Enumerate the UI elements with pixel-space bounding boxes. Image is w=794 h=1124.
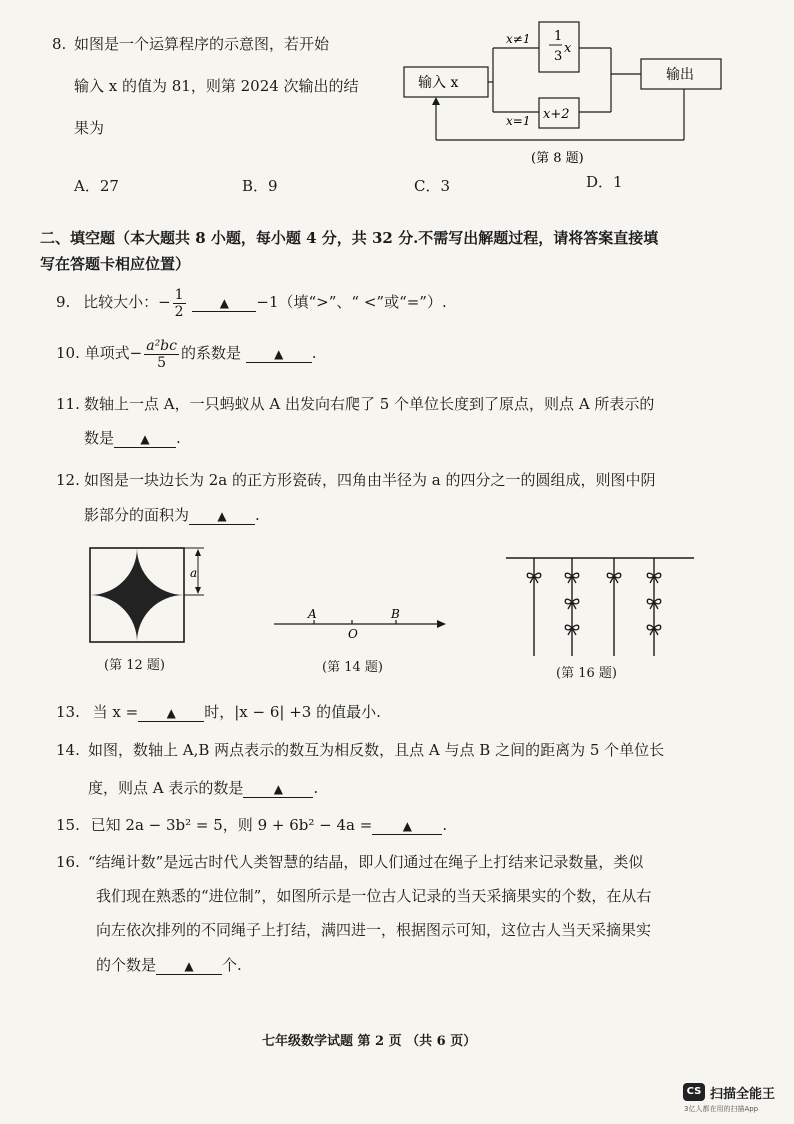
- flowchart-op-bottom: x+2: [543, 107, 570, 122]
- q8-number: 8.: [52, 35, 67, 53]
- flowchart-cond-bottom: x=1: [506, 114, 531, 128]
- page-footer: 七年级数学试题 第 2 页 （共 6 页）: [262, 1034, 477, 1049]
- q9-prefix: 比较大小：−: [83, 293, 171, 311]
- q14-answer-blank[interactable]: ▲: [243, 780, 313, 798]
- q8-text-line2: 输入 x 的值为 81，则第 2024 次输出的结: [74, 77, 359, 95]
- q9-answer-blank[interactable]: ▲: [192, 294, 256, 312]
- scanner-app-name: 扫描全能王: [710, 1087, 776, 1102]
- q11-number: 11.: [56, 395, 80, 413]
- q13-answer-blank[interactable]: ▲: [138, 704, 204, 722]
- q9-fraction: $\frac{1}{2}$: [174, 286, 184, 320]
- q12-text-line1: 如图是一块边长为 2a 的正方形瓷砖，四角由半径为 a 的四分之一的圆组成，则图中阴: [84, 471, 656, 489]
- q16-caption: (第 16 题): [556, 666, 617, 681]
- q10-suffix: .: [311, 344, 317, 362]
- flowchart-frac-var: x: [564, 41, 572, 56]
- flowchart-caption: (第 8 题): [531, 151, 584, 166]
- scanner-logo-icon: CS: [683, 1083, 705, 1101]
- q16-text-line3: 向左依次排列的不同绳子上打结，满四进一，根据图示可知，这位古人当天采摘果实: [96, 921, 652, 939]
- q8-option-a: A．27: [74, 177, 119, 195]
- origin-label: O: [348, 627, 358, 641]
- q8-option-b: B．9: [242, 177, 278, 195]
- scanner-tagline: 3亿人都在用的扫描App: [684, 1105, 759, 1113]
- q16-text-line1: “结绳计数”是远古时代人类智慧的结晶，即人们通过在绳子上打结来记录数量，类似: [88, 853, 644, 871]
- section2-title-line1: 二、填空题（本大题共 8 小题，每小题 4 分，共 32 分.不需写出解题过程，请将答案直接填: [40, 229, 659, 247]
- q12-caption: (第 12 题): [104, 658, 165, 673]
- q8-option-d: D．1: [586, 173, 623, 191]
- q9-number: 9.: [56, 293, 71, 311]
- q14-caption: (第 14 题): [322, 660, 383, 675]
- q10-answer-blank[interactable]: ▲: [246, 345, 312, 363]
- q16-knot-ropes: [504, 552, 698, 660]
- arrow-right-icon: [437, 620, 446, 628]
- q8-option-c: C．3: [414, 177, 451, 195]
- q12-number: 12.: [56, 471, 80, 489]
- q11-line2: 数是 ▲ .: [84, 429, 181, 447]
- q11-answer-blank[interactable]: ▲: [114, 430, 176, 448]
- q11-text-line1: 数轴上一点 A，一只蚂蚁从 A 出发向右爬了 5 个单位长度到了原点，则点 A 所表示的: [84, 395, 655, 413]
- q12-answer-blank[interactable]: ▲: [189, 507, 255, 525]
- q16-number: 16.: [56, 853, 80, 871]
- q10-middle: 的系数是: [180, 344, 241, 362]
- q16-line4: 的个数是 ▲ 个.: [96, 956, 242, 974]
- q10: [56, 335, 317, 371]
- shaded-region: [90, 548, 184, 642]
- point-b-label: B: [391, 607, 400, 621]
- flowchart-frac-num: 1: [554, 29, 563, 44]
- flowchart-arrow-icon: [432, 97, 440, 105]
- q16-answer-blank[interactable]: ▲: [156, 957, 222, 975]
- q12-figure: [86, 546, 210, 646]
- q10-fraction: $\frac{\text{a²bc}}{5}$: [146, 337, 177, 371]
- q14-text-line1: 如图，数轴上 A,B 两点表示的数互为相反数，且点 A 与点 B 之间的距离为 5 个单位长: [88, 741, 665, 759]
- q10-prefix: 单项式−: [84, 344, 143, 362]
- tile-label-a: a: [190, 566, 198, 580]
- q8-text-line1: 如图是一个运算程序的示意图，若开始: [74, 35, 330, 53]
- flowchart-output-label: 输出: [666, 67, 694, 83]
- q9: [56, 284, 447, 320]
- q14-number: 14.: [56, 741, 80, 759]
- q14-number-line: [272, 606, 450, 646]
- section2-title-line2: 写在答题卡相应位置）: [40, 255, 191, 273]
- q10-number: 10.: [56, 344, 80, 362]
- q8-text-line3: 果为: [74, 119, 105, 137]
- q15-answer-blank[interactable]: ▲: [372, 817, 442, 835]
- flowchart-frac-den: 3: [554, 49, 563, 64]
- q8-flowchart: [396, 12, 726, 172]
- q13: 13. 当 x = ▲ 时，|x − 6| +3 的值最小.: [56, 703, 381, 721]
- q14-line2: 度，则点 A 表示的数是 ▲ .: [88, 779, 319, 797]
- q9-suffix: −1（填“>”、“ <”或“=”）.: [256, 293, 447, 311]
- flowchart-cond-top: x≠1: [506, 32, 531, 46]
- q12-line2: 影部分的面积为 ▲ .: [84, 506, 260, 524]
- flowchart-input-label: 输入 x: [418, 75, 459, 91]
- q15: 15. 已知 2a − 3b² = 5，则 9 + 6b² − 4a = ▲ .: [56, 816, 448, 834]
- point-a-label: A: [308, 607, 317, 621]
- q16-text-line2: 我们现在熟悉的“进位制”，如图所示是一位古人记录的当天采摘果实的个数，在从右: [96, 887, 652, 905]
